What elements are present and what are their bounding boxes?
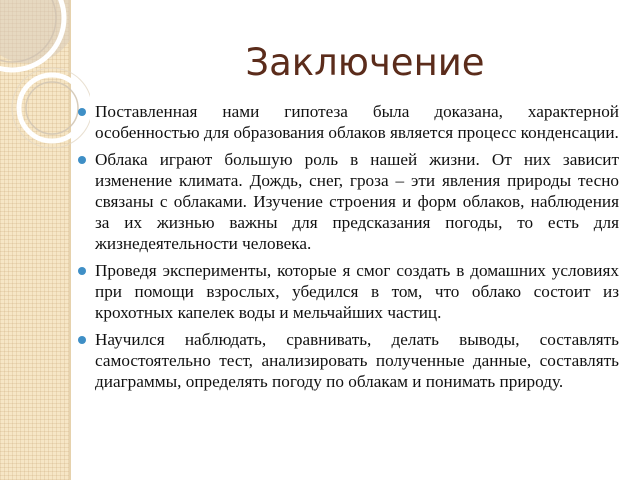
list-item-text: Облака играют большую роль в нашей жизни. От них зависит изменение климата. Дождь, снег, гроза – эти явления природы тесно связаны с облаками. Изучение строения и форм облаков, наблюдения за их жизнью важны для предсказания погоды, то есть для жизнедеятельности человека. [95, 150, 619, 253]
list-item [78, 260, 619, 323]
decorative-circles-icon [0, 0, 90, 170]
bullet-dot-icon [78, 156, 86, 164]
list-item [78, 101, 619, 143]
list-item [78, 329, 619, 392]
bullet-dot-icon [78, 108, 86, 116]
bullet-list [78, 101, 619, 398]
list-item-text: Научился наблюдать, сравнивать, делать выводы, составлять самостоятельно тест, анализировать полученные данные, составлять диаграммы, определять погоду по облакам и понимать природу. [95, 330, 619, 391]
list-item-text: Проведя эксперименты, которые я смог создать в домашних условиях при помощи взрослых, убедился в том, что облако состоит из крохотных капелек воды и мельчайших частиц. [95, 261, 619, 322]
bullet-dot-icon [78, 267, 86, 275]
list-item-text: Поставленная нами гипотеза была доказана, характерной особенностью для образования облаков является процесс конденсации. [95, 102, 619, 142]
bullet-dot-icon [78, 336, 86, 344]
list-item [78, 149, 619, 254]
slide-title: Заключение [245, 41, 485, 84]
